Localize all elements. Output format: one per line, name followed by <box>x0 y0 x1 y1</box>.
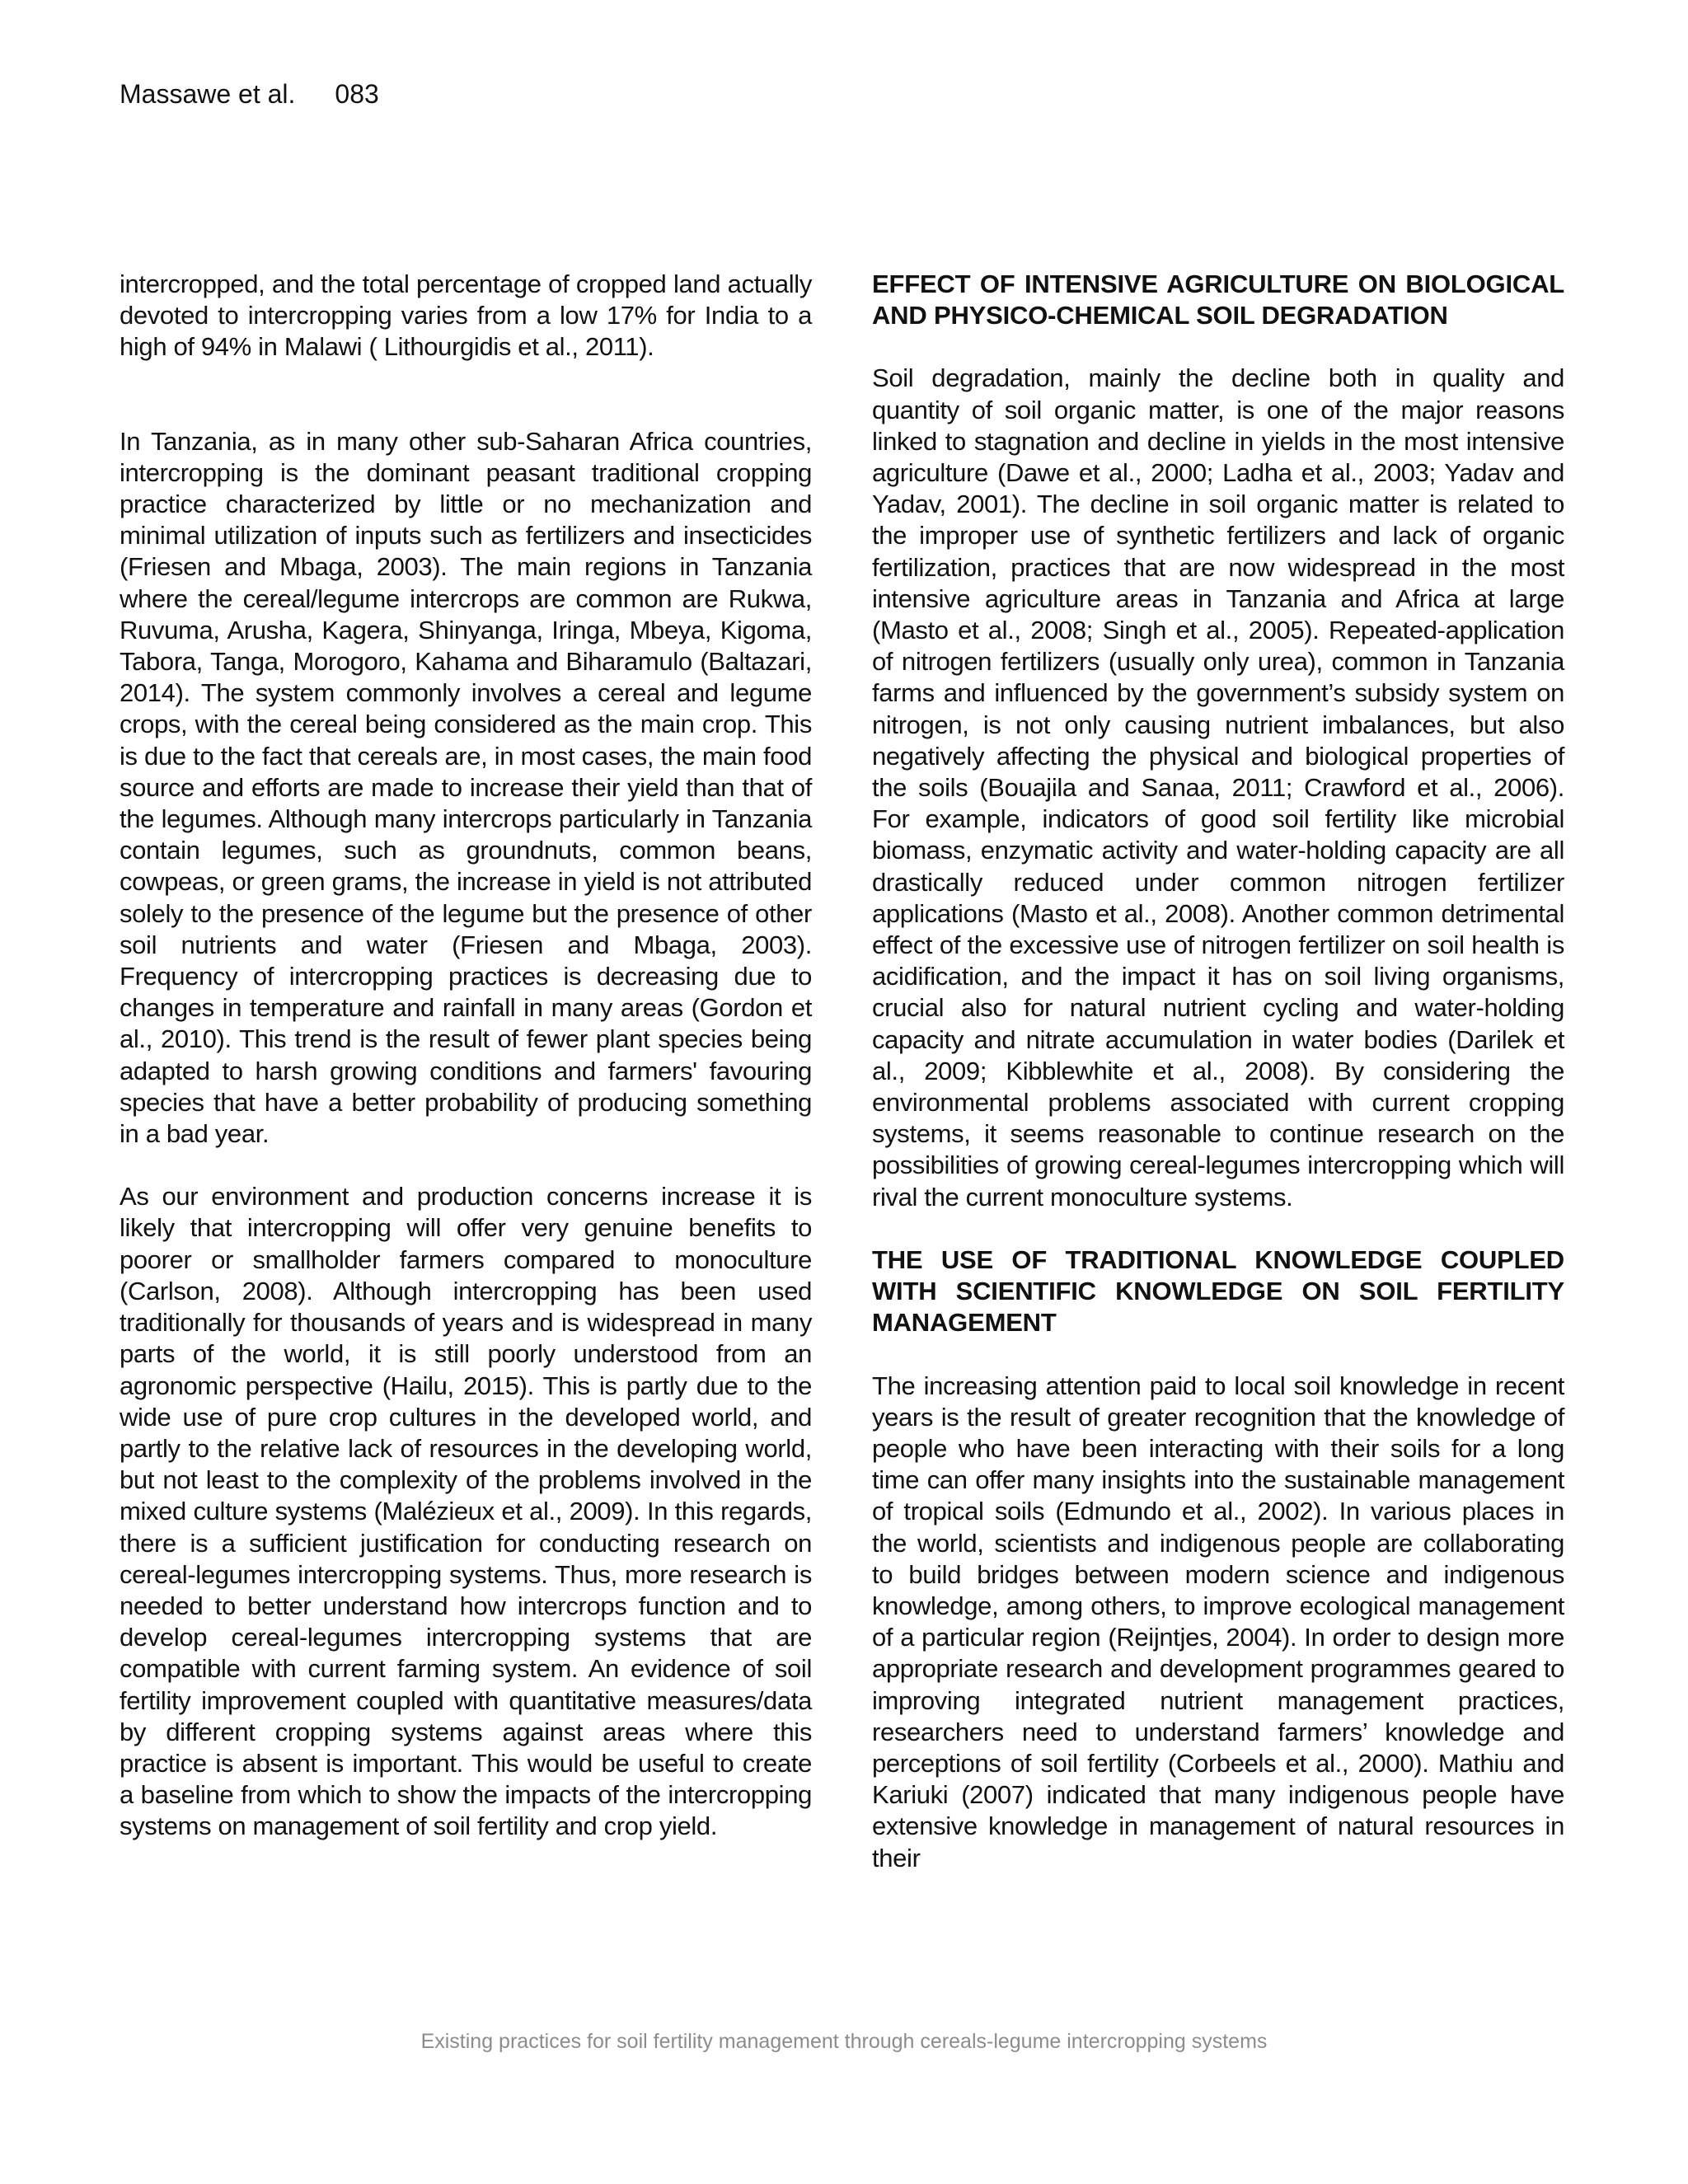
body-paragraph: intercropped, and the total percentage of cropped land actually devoted to intercropping varies from a low 17% for India to a high of 94% in Malawi ( Lithourgidis et al., 2011). <box>120 269 812 362</box>
running-footer: Existing practices for soil fertility management through cereals-legume intercropping systems <box>420 2030 1268 2053</box>
section-heading: EFFECT OF INTENSIVE AGRICULTURE ON BIOLOGICAL AND PHYSICO-CHEMICAL SOIL DEGRADATION <box>872 269 1564 330</box>
body-paragraph: As our environment and production concerns increase it is likely that intercropping will offer very genuine benefits to poorer or smallholder farmers compared to monoculture (Carlson, 2008). Although intercropping has been used traditionally for thousands of years and is widespread in many parts of the world, it is still poorly understood from an agronomic perspective (Hailu, 2015). This is partly due to the wide use of pure crop cultures in the developed world, and partly to the relative lack of resources in the developing world, but not least to the complexity of the problems involved in the mixed culture systems (Malézieux et al., 2009). In this regards, there is a sufficient justification for conducting research on cereal-legumes intercropping systems. Thus, more research is needed to better understand how intercrops function and to develop cereal-legumes intercropping systems that are compatible with current farming system. An evidence of soil fertility improvement coupled with quantitative measures/data by different cropping systems against areas where this practice is absent is important. This would be useful to create a baseline from which to show the impacts of the intercropping systems on management of soil fertility and crop yield. <box>120 1182 812 1841</box>
body-paragraph: Soil degradation, mainly the decline both in quality and quantity of soil organic matter, is one of the major reasons linked to stagnation and decline in yields in the most intensive agriculture (Dawe et al., 2000; Ladha et al., 2003; Yadav and Yadav, 2001). The decline in soil organic matter is related to the improper use of synthetic fertilizers and lack of organic fertilization, practices that are now widespread in the most intensive agriculture areas in Tanzania and Africa at large (Masto et al., 2008; Singh et al., 2005). Repeated-application of nitrogen fertilizers (usually only urea), common in Tanzania farms and influenced by the government’s subsidy system on nitrogen, is not only causing nutrient imbalances, but also negatively affecting the physical and biological properties of the soils (Bouajila and Sanaa, 2011; Crawford et al., 2006). For example, indicators of good soil fertility like microbial biomass, enzymatic activity and water-holding capacity are all drastically reduced under common nitrogen fertilizer applications (Masto et al., 2008). Another common detrimental effect of the excessive use of nitrogen fertilizer on soil health is acidification, and the impact it has on soil living organisms, crucial also for natural nutrient cycling and water-holding capacity and nitrate accumulation in water bodies (Darilek et al., 2009; Kibblewhite et al., 2008). By considering the environmental problems associated with current cropping systems, it seems reasonable to continue research on the possibilities of growing cereal-legumes intercropping which will rival the current monoculture systems. <box>872 363 1564 1212</box>
body-paragraph: The increasing attention paid to local soil knowledge in recent years is the result of greater recognition that the knowledge of people who have been interacting with their soils for a long time can offer many insights into the sustainable management of tropical soils (Edmundo et al., 2002). In various places in the world, scientists and indigenous people are collaborating to build bridges between modern science and indigenous knowledge, among others, to improve ecological management of a particular region (Reijntjes, 2004). In order to design more appropriate research and development programmes geared to improving integrated nutrient management practices, researchers need to understand farmers’ knowledge and perceptions of soil fertility (Corbeels et al., 2000). Mathiu and Kariuki (2007) indicated that many indigenous people have extensive knowledge in management of natural resources in their <box>872 1371 1564 1872</box>
page-number: 083 <box>335 79 379 109</box>
page-header <box>120 77 379 110</box>
section-heading: THE USE OF TRADITIONAL KNOWLEDGE COUPLED WITH SCIENTIFIC KNOWLEDGE ON SOIL FERTILITY MANAGEMENT <box>872 1244 1564 1338</box>
header-authors: Massawe et al. <box>120 79 296 109</box>
left-column <box>120 269 812 1843</box>
body-paragraph: In Tanzania, as in many other sub-Saharan Africa countries, intercropping is the dominant peasant traditional cropping practice characterized by little or no mechanization and minimal utilization of inputs such as fertilizers and insecticides (Friesen and Mbaga, 2003). The main regions in Tanzania where the cereal/legume intercrops are common are Rukwa, Ruvuma, Arusha, Kagera, Shinyanga, Iringa, Mbeya, Kigoma, Tabora, Tanga, Morogoro, Kahama and Biharamulo (Baltazari, 2014). The system commonly involves a cereal and legume crops, with the cereal being considered as the main crop. This is due to the fact that cereals are, in most cases, the main food source and efforts are made to increase their yield than that of the legumes. Although many intercrops particularly in Tanzania contain legumes, such as groundnuts, common beans, cowpeas, or green grams, the increase in yield is not attributed solely to the presence of the legume but the presence of other soil nutrients and water (Friesen and Mbaga, 2003). Frequency of intercropping practices is decreasing due to changes in temperature and rainfall in many areas (Gordon et al., 2010). This trend is the result of fewer plant species being adapted to harsh growing conditions and farmers' favouring species that have a better probability of producing something in a bad year. <box>120 426 812 1149</box>
right-column <box>872 269 1564 1874</box>
